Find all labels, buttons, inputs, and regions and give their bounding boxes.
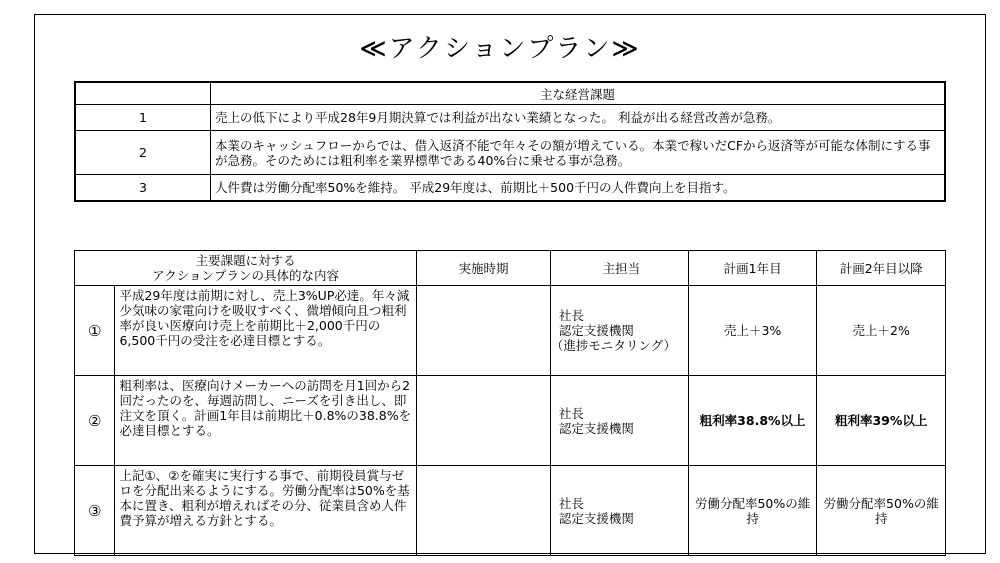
header-content-line1: 主要課題に対する: [195, 253, 296, 268]
plan-row: [75, 376, 946, 466]
issue-number: 1: [75, 105, 211, 131]
row-timing: [417, 376, 551, 466]
owner-line: 社長: [558, 495, 584, 511]
row-timing: [417, 466, 551, 556]
issue-number: 3: [75, 175, 211, 201]
header-content: [75, 251, 417, 286]
page-title: ≪アクションプラン≫: [359, 34, 641, 64]
issue-number: 2: [75, 131, 211, 175]
plan-row: [75, 466, 946, 556]
row-year1: 労働分配率50%の維持: [688, 466, 817, 556]
row-mark: ②: [75, 376, 115, 466]
row-timing: [417, 286, 551, 376]
owner-line: （進捗モニタリング）: [550, 338, 677, 353]
row-year1: 粗利率38.8%以上: [688, 376, 817, 466]
owner-line: 認定支援機関: [558, 323, 634, 338]
issues-header-row: [75, 82, 945, 105]
header-owner: 主担当: [550, 251, 688, 286]
issue-row: [75, 105, 945, 131]
row-mark: ①: [75, 286, 115, 376]
issue-text: 売上の低下により平成28年9月期決算では利益が出ない業績となった。 利益が出る経営改善が急務。: [211, 105, 946, 131]
header-content-line2: アクションプランの具体的な内容: [152, 268, 340, 283]
owner-line: 社長: [558, 308, 584, 323]
header-timing: 実施時期: [417, 251, 551, 286]
row-year1: 売上＋3%: [688, 286, 817, 376]
row-content: 平成29年度は前期に対し、売上3%UP必達。年々減少気味の家電向けを吸収すべく、微増傾向且つ粗利率が良い医療向け売上を前期比＋2,000千円の6,500千円の受注を必達目標とする。: [115, 286, 417, 376]
row-owner: [550, 286, 688, 376]
issue-text: 人件費は労働分配率50%を維持。 平成29年度は、前期比＋500千円の人件費向上を目指す。: [211, 175, 946, 201]
issues-table: [74, 81, 946, 202]
issue-text: 本業のキャッシュフローからでは、借入返済不能で年々その額が増えている。本業で稼いだCFから返済等が可能な体制にする事が急務。そのためには粗利率を業界標準である40%台に乗せる事が急務。: [211, 131, 946, 175]
header-year2: 計画2年目以降: [817, 251, 946, 286]
row-year2: 売上＋2%: [817, 286, 946, 376]
row-year2: 粗利率39%以上: [817, 376, 946, 466]
issues-header-blank: [75, 82, 211, 105]
row-mark: ③: [75, 466, 115, 556]
issue-row: [75, 175, 945, 201]
action-plan-table: [74, 250, 946, 556]
row-year2: 労働分配率50%の維持: [817, 466, 946, 556]
header-year1: 計画1年目: [688, 251, 817, 286]
issues-header: 主な経営課題: [211, 82, 946, 105]
owner-line: 社長: [558, 405, 584, 421]
owner-line: 認定支援機関: [558, 420, 634, 436]
owner-line: 認定支援機関: [558, 510, 634, 526]
row-content: 上記①、②を確実に実行する事で、前期役員賞与ゼロを分配出来るようにする。労働分配率は50%を基本に置き、粗利が増えればその分、従業員含め人件費予算が増える方針とする。: [115, 466, 417, 556]
plan-row: [75, 286, 946, 376]
row-owner: [550, 376, 688, 466]
issue-row: [75, 131, 945, 175]
row-owner: [550, 466, 688, 556]
row-content: 粗利率は、医療向けメーカーへの訪問を月1回から2回だったのを、毎週訪問し、ニーズを引き出し、即注文を頂く。計画1年目は前期比＋0.8%の38.8%を必達目標とする。: [115, 376, 417, 466]
plan-header-row: [75, 251, 946, 286]
